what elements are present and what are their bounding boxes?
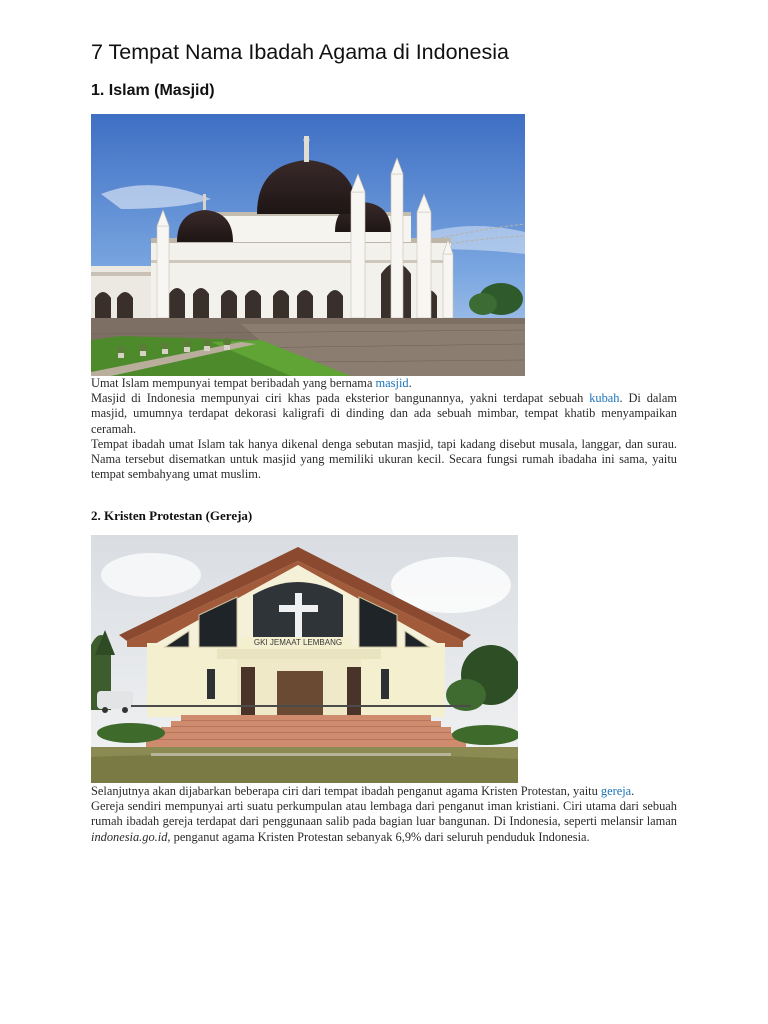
masjid-link[interactable]: masjid (375, 376, 409, 390)
kubah-link[interactable]: kubah (589, 391, 620, 406)
text-span: Masjid di Indonesia mempunyai ciri khas pada eksterior bangunannya, yakni terdapat sebuah (91, 391, 590, 406)
source-website: indonesia.go.id (91, 829, 168, 844)
church-photo (91, 535, 518, 783)
islam-description (91, 376, 677, 482)
text-span: . Di dalam masjid, umumnya terdapat dekorasi kaligrafi di dinding dan ada sebuah mimbar, tempat khatib menyampaikan ceramah. (91, 391, 677, 436)
text-span: Selanjutnya akan dijabarkan beberapa ciri dari tempat ibadah penganut agama Kristen Protestan, yaitu (91, 784, 601, 798)
gereja-link[interactable]: gereja (600, 784, 632, 798)
islam-paragraph-2 (91, 391, 677, 437)
text-span: Gereja sendiri mempunyai arti suatu perkumpulan atau lembaga dari penganut iman kristiani. Ciri utama dari sebuah rumah ibadah gereja terdapat dari penggunaan salib pada bagian luar bangunan. Di Indonesia, seperti melansir laman (91, 799, 677, 829)
protestant-paragraph-1 (91, 784, 677, 799)
section-heading-islam: 1. Islam (Masjid) (91, 82, 215, 99)
section-heading-protestant: 2. Kristen Protestan (Gereja) (91, 508, 253, 523)
text-span: . (408, 376, 412, 390)
church-sign: GKI JEMAAT LEMBANG (253, 638, 343, 647)
protestant-description (91, 784, 677, 845)
islam-paragraph-3: Tempat ibadah umat Islam tak hanya dikenal denga sebutan masjid, tapi kadang disebut musala, langgar, dan surau. Nama tersebut disematkan untuk masjid yang memiliki ukuran kecil. Secara fungsi rumah ibadaha ini sama, yaitu tempat sembahyang umat muslim. (91, 436, 677, 482)
mosque-photo (91, 114, 525, 376)
text-span: Umat Islam mempunyai tempat beribadah yang bernama (91, 376, 376, 390)
text-span: , penganut agama Kristen Protestan sebanyak 6,9% dari seluruh penduduk Indonesia. (167, 829, 590, 844)
text-span: . (631, 784, 635, 798)
islam-paragraph-1 (91, 376, 677, 391)
document-title: 7 Tempat Nama Ibadah Agama di Indonesia (91, 40, 509, 64)
protestant-paragraph-2 (91, 799, 677, 845)
